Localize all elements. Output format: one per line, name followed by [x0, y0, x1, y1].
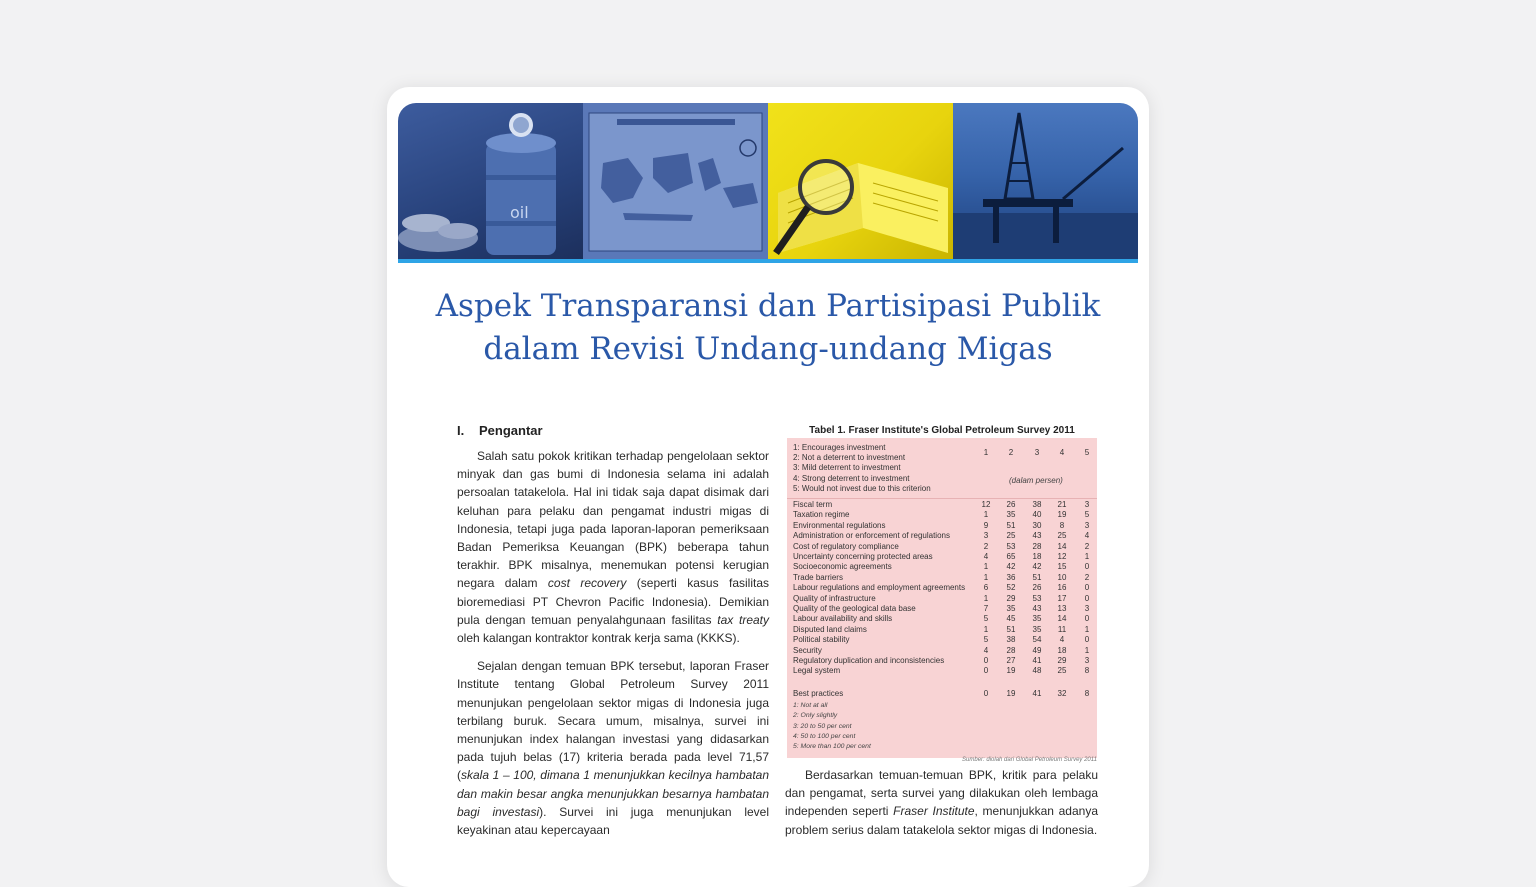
table-cell: 5	[983, 614, 989, 624]
table-cell: 28	[1032, 541, 1042, 551]
table-cell: 45	[1006, 614, 1016, 624]
table-cell: 25	[1057, 666, 1067, 676]
table-cell: 4	[1059, 635, 1065, 645]
table-row-label: Quality of the geological data base	[793, 604, 916, 613]
table-cell: 0	[983, 656, 989, 665]
table-cell: 35	[1006, 604, 1016, 613]
table-header-cell: 2	[1008, 448, 1014, 457]
table-row-label: Taxation regime	[793, 510, 850, 520]
legend-item: 1: Encourages investment	[793, 443, 886, 452]
table-row-label: Socioeconomic agreements	[793, 562, 892, 572]
oil-rig-image	[953, 103, 1138, 260]
table-cell: 1	[983, 624, 989, 634]
table-cell: 6	[983, 583, 989, 593]
table-row-label: Cost of regulatory compliance	[793, 541, 899, 551]
table-cell: 4	[983, 552, 989, 561]
table-row-label: Labour regulations and employment agreements	[793, 583, 966, 593]
table-divider	[787, 498, 1097, 499]
table-cell: 7	[983, 604, 989, 613]
table-cell: 1	[983, 562, 989, 572]
table-cell: 42	[1006, 562, 1016, 572]
table-row-label: Uncertainty concerning protected areas	[793, 552, 933, 561]
title-line-2: dalam Revisi Undang-undang Migas	[483, 331, 1053, 367]
table-cell: 0	[1084, 562, 1090, 572]
table-row-label: Labour availability and skills	[793, 614, 893, 624]
scale-item: 1: Not at all	[793, 701, 828, 709]
table-cell: 35	[1032, 614, 1042, 624]
paragraph-2: Sejalan dengan temuan BPK tersebut, laporan Fraser Institute tentang Global Petroleum Survey 2011 menunjukan pengelolaan sektor migas di Indonesia juga terbilang buruk. Secara umum, misalnya, survei ini menunjukan index halangan investasi yang didasarkan pada tujuh belas (17) kriteria berada pada level 71,57 (skala 1 – 100, dimana 1 menunjukkan kecilnya hambatan dan makin besar angka menunjukkan besarnya hambatan bagi investasi). Survei ini juga menunjukan level keyakinan atau kepercayaan	[457, 659, 770, 838]
legend-item: 2: Not a deterrent to investment	[793, 453, 906, 463]
scale-item: 3: 20 to 50 per cent	[793, 722, 852, 730]
table-cell: 43	[1032, 531, 1042, 541]
table-cell: 26	[1032, 583, 1042, 593]
table-cell: 26	[1006, 500, 1016, 509]
section-number: I.	[457, 423, 465, 438]
table-cell: 43	[1032, 604, 1042, 613]
scale-item: 2: Only slightly	[793, 712, 838, 720]
table-cell: 35	[1006, 510, 1016, 520]
table-cell: 18	[1032, 552, 1042, 561]
table-cell: 4	[983, 645, 989, 655]
table-cell: 0	[1084, 614, 1090, 624]
table-cell: 1	[1084, 645, 1090, 655]
table-cell: 41	[1032, 688, 1042, 698]
scale-item: 5: More than 100 per cent	[793, 743, 871, 751]
table-cell: 1	[1084, 552, 1090, 561]
table-row-label: Administration or enforcement of regulations	[793, 531, 950, 541]
table-cell: 13	[1057, 604, 1067, 613]
table-cell: 4	[1084, 531, 1090, 541]
table-cell: 5	[1084, 510, 1090, 520]
table-cell: 53	[1032, 593, 1042, 603]
banner-accent-line	[398, 259, 1138, 263]
table-cell: 25	[1057, 531, 1067, 541]
table-cell: 8	[1084, 666, 1090, 676]
table-cell: 40	[1032, 510, 1042, 520]
header-banner	[398, 103, 1138, 263]
table-cell: 52	[1006, 583, 1016, 593]
table-cell: 1	[983, 593, 989, 603]
table-cell: 32	[1057, 688, 1067, 698]
table-cell: 35	[1032, 624, 1042, 634]
section-heading	[457, 423, 543, 438]
table-row-label: Fiscal term	[793, 500, 833, 509]
table-cell: 3	[1084, 656, 1090, 665]
table-cell: 18	[1057, 645, 1067, 655]
table-row-label: Trade barriers	[793, 572, 843, 582]
legend-item: 4: Strong deterrent to investment	[793, 473, 910, 483]
table-row-label: Political stability	[793, 635, 850, 645]
table-cell: 49	[1032, 645, 1042, 655]
table-cell: 65	[1006, 552, 1016, 561]
table-cell: 0	[1084, 583, 1090, 593]
table-caption: Tabel 1. Fraser Institute's Global Petroleum Survey 2011	[809, 425, 1075, 436]
table-cell: 51	[1032, 572, 1042, 582]
left-column	[457, 447, 769, 849]
table-cell: 29	[1006, 593, 1016, 603]
table-cell: 21	[1057, 500, 1067, 509]
table-cell: 19	[1006, 688, 1016, 698]
table-cell: 3	[1084, 520, 1090, 530]
table-row-label: Environmental regulations	[793, 520, 886, 530]
table-cell: 0	[1084, 635, 1090, 645]
table-cell: 10	[1057, 572, 1067, 582]
table-cell: 36	[1006, 572, 1016, 582]
table-cell: 14	[1057, 614, 1067, 624]
legend-item: 3: Mild deterrent to investment	[793, 463, 901, 473]
svg-text:oil: oil	[510, 203, 529, 222]
right-column	[785, 766, 1098, 839]
table-cell: 3	[1084, 500, 1090, 509]
table-cell: 0	[983, 666, 989, 676]
table-cell: 51	[1006, 624, 1016, 634]
magnifying-glass-book-image	[768, 103, 953, 260]
table-source: Sumber: diolah dari Global Petroleum Survey 2011	[962, 757, 1097, 763]
table-cell: 53	[1006, 541, 1016, 551]
table-cell: 48	[1032, 666, 1042, 676]
table-header-cell: 5	[1084, 448, 1090, 457]
table-cell: 42	[1032, 562, 1042, 572]
table-cell: 2	[983, 541, 989, 551]
table-cell: 12	[1057, 552, 1067, 561]
table-legend	[793, 443, 931, 494]
table-cell: 2	[1084, 572, 1090, 582]
table-cell: 0	[1084, 593, 1090, 603]
table-cell: 25	[1006, 531, 1016, 541]
best-practices-label: Best practices	[793, 688, 844, 698]
table-cell: 14	[1057, 541, 1067, 551]
paragraph-3: Berdasarkan temuan-temuan BPK, kritik para pelaku dan pengamat, serta survei yang dilakukan oleh lembaga independen seperti Fraser Institute, menunjukkan adanya problem serius dalam tatakelola sektor migas di Indonesia.	[785, 768, 1098, 837]
table-cell: 19	[1057, 510, 1067, 520]
indonesia-map-image	[583, 103, 768, 260]
table-cell: 3	[983, 531, 989, 541]
table-cell: 3	[1084, 604, 1090, 613]
paragraph-1: Salah satu pokok kritikan terhadap pengelolaan sektor minyak dan gas bumi di Indonesia selama ini adalah persoalan tatakelola. Hal ini tidak saja dapat disimak dari keluhan para pelaku dan pengamat industri migas di Indonesia, tetapi juga pada laporan-laporan pemeriksaan Badan Pemeriksa Keuangan (BPK) beberapa tahun terakhir. BPK misalnya, menemukan potensi kerugian negara dalam cost recovery (seperti kasus fasilitas bioremediasi PT Chevron Pacific Indonesia). Demikian pula dengan temuan penyalahgunaan fasilitas tax treaty oleh kalangan kontraktor kontrak kerja sama (KKKS).	[457, 449, 770, 646]
table-cell: 15	[1057, 562, 1067, 572]
table-row-label: Legal system	[793, 666, 841, 676]
table-header-cell: 3	[1034, 448, 1040, 457]
table-cell: 9	[983, 520, 989, 530]
table-cell: 1	[983, 510, 989, 520]
table-cell: 1	[1084, 624, 1090, 634]
table-cell: 54	[1032, 635, 1042, 645]
table-row-label: Security	[793, 645, 822, 655]
table-cell: 8	[1084, 688, 1090, 698]
table-unit-note: (dalam persen)	[1009, 476, 1063, 485]
table-cell: 16	[1057, 583, 1067, 593]
table-cell: 1	[983, 572, 989, 582]
table-cell: 11	[1057, 624, 1067, 634]
table-cell: 8	[1059, 520, 1065, 530]
table-cell: 12	[981, 500, 991, 509]
oil-barrel-image	[398, 103, 583, 260]
table-header-cell: 4	[1059, 448, 1065, 457]
table-cell: 38	[1006, 635, 1016, 645]
table-cell: 2	[1084, 541, 1090, 551]
document-page	[387, 87, 1149, 887]
table-cell: 38	[1032, 500, 1042, 509]
table-cell: 30	[1032, 520, 1042, 530]
table-cell: 27	[1006, 656, 1016, 665]
table-cell: 5	[983, 635, 989, 645]
table-cell: 17	[1057, 593, 1067, 603]
legend-item: 5: Would not invest due to this criterion	[793, 483, 931, 493]
article-title	[427, 285, 1109, 371]
table-row-label: Quality of infrastructure	[793, 593, 876, 603]
section-title: Pengantar	[479, 423, 543, 438]
table-row-label: Regulatory duplication and inconsistencies	[793, 656, 945, 665]
table-cell: 19	[1006, 666, 1016, 676]
table-cell: 28	[1006, 645, 1016, 655]
survey-table	[787, 438, 1097, 758]
title-line-1: Aspek Transparansi dan Partisipasi Publik	[435, 288, 1101, 324]
table-cell: 29	[1057, 656, 1067, 665]
table-cell: 51	[1006, 520, 1016, 530]
scale-item: 4: 50 to 100 per cent	[793, 733, 856, 740]
table-cell: 0	[983, 688, 989, 698]
table-header-cell: 1	[983, 448, 989, 457]
table-cell: 41	[1032, 656, 1042, 665]
table-row-label: Disputed land claims	[793, 624, 867, 634]
